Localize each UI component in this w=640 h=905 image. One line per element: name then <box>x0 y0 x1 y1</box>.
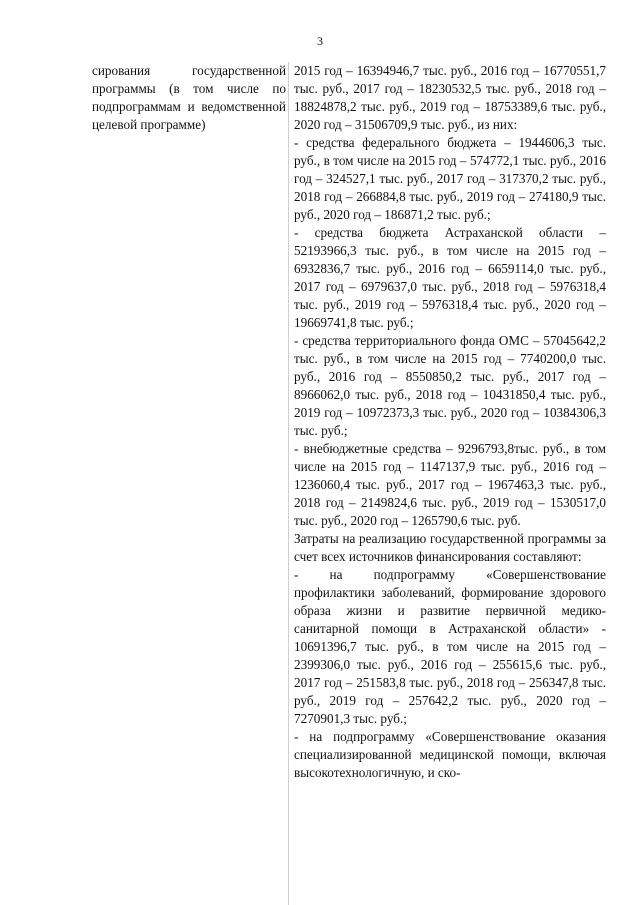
regional-budget-paragraph: - средства бюджета Астраханской области – 52193966,3 тыс. руб., в том числе на 2015 год – 6932836,7 тыс. руб., 2016 год – 6659114,0 тыс. руб., 2017 год – 6979637,0 тыс. руб., 2018 год – 5976318,4 тыс. руб., 2019 год – 5976318,4 тыс. руб., 2020 год – 19669741,8 тыс. руб.; <box>294 225 606 330</box>
page-number: 3 <box>317 34 323 48</box>
costs-intro-paragraph: Затраты на реализацию государственной программы за счет всех источников финансирования составляют: <box>294 531 606 564</box>
specialized-care-subprogram-paragraph: - на подпрограмму «Совершенствование оказания специализированной медицинской помощи, включая высокотехнологичную, и ско- <box>294 729 606 780</box>
right-cell <box>294 62 606 782</box>
federal-budget-paragraph: - средства федерального бюджета – 1944606,3 тыс. руб., в том числе на 2015 год – 574772,1 тыс. руб., 2016 год – 324527,1 тыс. руб., 2017 год – 317370,2 тыс. руб., 2018 год – 266884,8 тыс. руб., 2019 год – 274180,9 тыс. руб., 2020 год – 186871,2 тыс. руб.; <box>294 135 606 222</box>
total-funding-paragraph: 2015 год – 16394946,7 тыс. руб., 2016 год – 16770551,7 тыс. руб., 2017 год – 18230532,5 тыс. руб., 2018 год – 18824878,2 тыс. руб., 2019 год – 18753389,6 тыс. руб., 2020 год – 31506709,9 тыс. руб., из них: <box>294 63 606 132</box>
prevention-subprogram-paragraph: - на подпрограмму «Совершенствование профилактики заболеваний, формирование здорового образа жизни и развитие первичной медико-санитарной помощи в Астраханской области» - 10691396,7 тыс. руб., в том числе на 2015 год – 2399306,0 тыс. руб., 2016 год – 255615,6 тыс. руб., 2017 год – 251583,8 тыс. руб., 2018 год – 256347,8 тыс. руб., 2019 год – 257642,2 тыс. руб., 2020 год – 7270901,3 тыс. руб.; <box>294 567 606 726</box>
extrabudgetary-paragraph: - внебюджетные средства – 9296793,8тыс. руб., в том числе на 2015 год – 1147137,9 тыс. руб., 2016 год – 1236060,4 тыс. руб., 2017 год – 1967463,3 тыс. руб., 2018 год – 2149824,6 тыс. руб., 2019 год – 1530517,0 тыс. руб., 2020 год – 1265790,6 тыс. руб. <box>294 441 606 528</box>
column-divider <box>288 62 289 905</box>
left-cell-text: сирования государственной программы (в том числе по подпрограммам и ведомственной целевой программе) <box>92 63 286 132</box>
oms-fund-paragraph: - средства территориального фонда ОМС – 57045642,2 тыс. руб., в том числе на 2015 год – 7740200,0 тыс. руб., 2016 год – 8550850,2 тыс. руб., 2017 год – 8966062,0 тыс. руб., 2018 год – 10431850,4 тыс. руб., 2019 год – 10972373,3 тыс. руб., 2020 год – 10384306,3 тыс. руб.; <box>294 333 606 438</box>
